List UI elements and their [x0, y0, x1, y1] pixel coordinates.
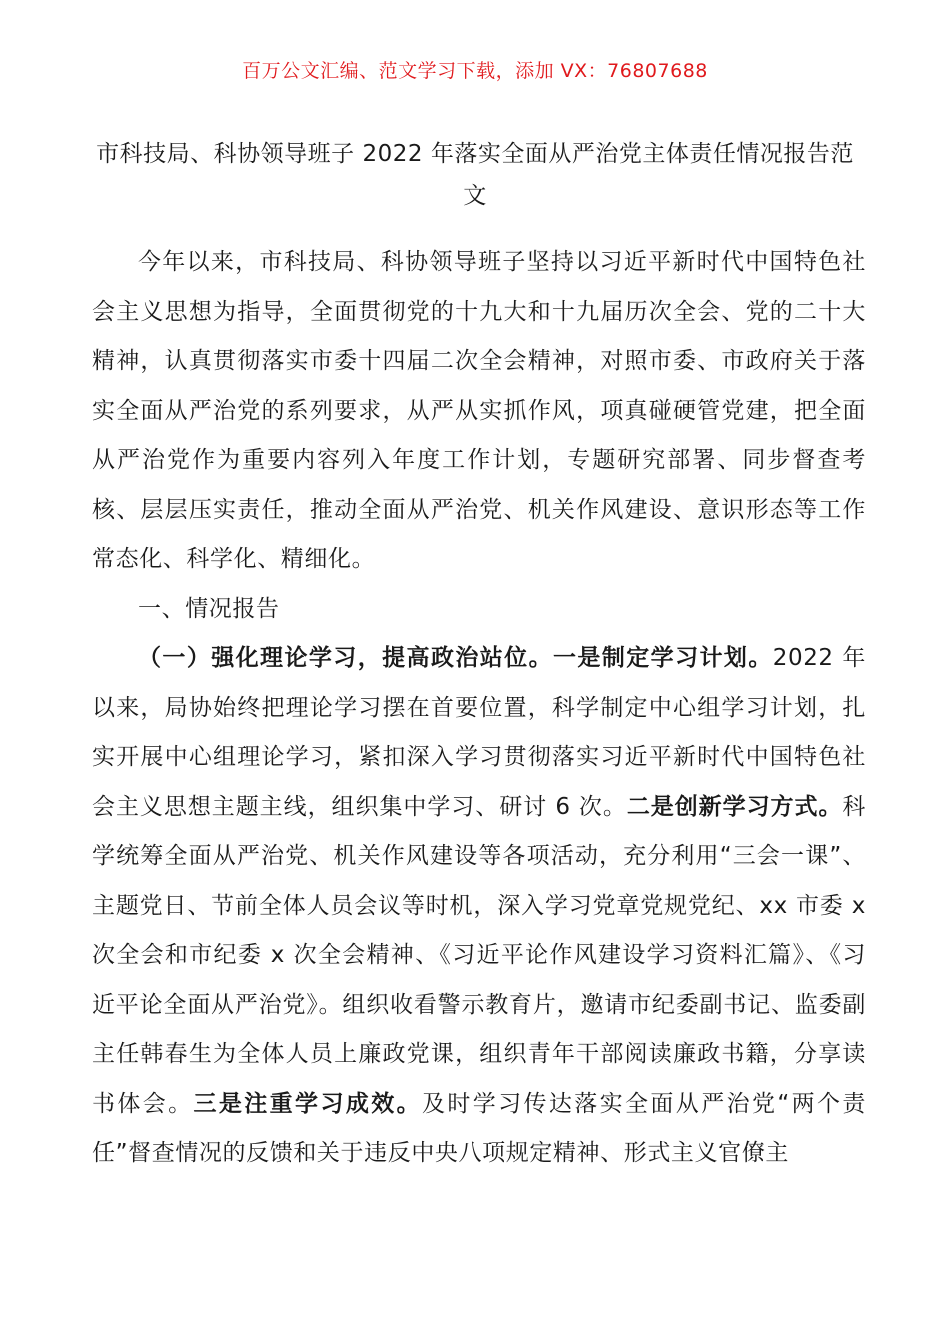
document-title: 市科技局、科协领导班子 2022 年落实全面从严治党主体责任情况报告范文 — [96, 141, 854, 209]
section1-heading: （一）强化理论学习，提高政治站位。 — [138, 645, 554, 671]
point3-text: 及时学习传达落实全面从严治党“两个责任”督查情况的反馈和关于违反中央八项规定精神、形式主义官僚主 — [92, 1090, 866, 1166]
section-heading — [92, 585, 866, 635]
document-body — [92, 238, 866, 1179]
header-watermark-note: 百万公文汇编、范文学习下载，添加 VX：76807688 — [242, 60, 708, 82]
point2-title: 二是创新学习方式。 — [626, 793, 843, 820]
point1-text: 2022 年以来，局协始终把理论学习摆在首要位置，科学制定中心组学习计划，扎实开展中心组理论学习，紧扣深入学习贯彻落实习近平新时代中国特色社会主义思想主题主线，组织集中学习、研讨 6 次。 — [92, 645, 866, 820]
point1-title: 一是制定学习计划。 — [553, 645, 773, 671]
point3-title: 三是注重学习成效。 — [193, 1090, 422, 1117]
intro-paragraph: 今年以来，市科技局、科协领导班子坚持以习近平新时代中国特色社会主义思想为指导，全面贯彻党的十九大和十九届历次全会、党的二十大精神，认真贯彻落实市委十四届二次全会精神，对照市委、市政府关于落实全面从严治党的系列要求，从严从实抓作风，项真碰硬管党建，把全面从严治党作为重要内容列入年度工作计划，专题研究部署、同步督查考核、层层压实责任，推动全面从严治党、机关作风建设、意识形态等工作常态化、科学化、精细化。 — [92, 249, 866, 572]
section1-paragraph — [92, 634, 866, 1179]
point2-text: 科学统筹全面从严治党、机关作风建设等各项活动，充分利用“三会一课”、主题党日、节前全体人员会议等时机，深入学习党章党规党纪、xx 市委 x 次全会和市纪委 x 次全会精神、《习近平论作风建设学习资料汇篇》、《习近平论全面从严治党》。组织收看警示教育片，邀请市纪委副书记、监委副主任韩春生为全体人员上廉政党课，组织青年干部阅读廉政书籍，分享读书体会。 — [92, 793, 867, 1117]
section-heading-text: 一、情况报告 — [138, 595, 280, 622]
